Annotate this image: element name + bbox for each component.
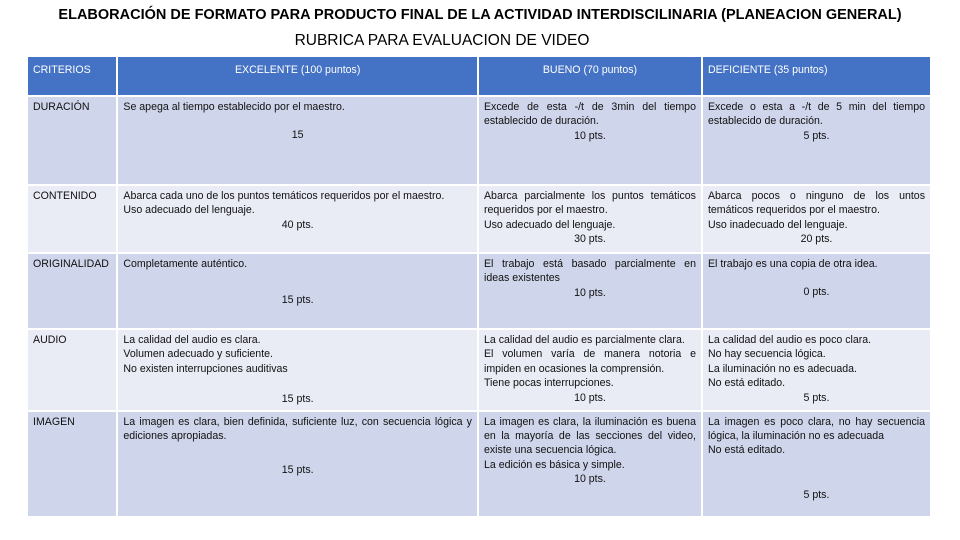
table-row xyxy=(28,186,930,252)
cell-text: La calidad del audio es poco clara. xyxy=(707,334,872,346)
document-title: ELABORACIÓN DE FORMATO PARA PRODUCTO FINAL DE LA ACTIVIDAD INTERDISCILINARIA (PLANEACION GENERAL) xyxy=(58,7,902,23)
points-label: 10 pts. xyxy=(574,129,606,142)
criterion-cell: ORIGINALIDAD xyxy=(28,254,116,328)
cell-text: La calidad del audio es parcialmente clara. xyxy=(483,334,685,346)
deficiente-cell xyxy=(703,330,930,410)
excelente-cell xyxy=(118,330,477,410)
cell-text: Abarca parcialmente los puntos temáticos requeridos por el maestro. xyxy=(483,190,696,217)
bueno-cell xyxy=(479,186,701,252)
deficiente-cell xyxy=(703,254,930,328)
table-row xyxy=(28,97,930,184)
excelente-cell xyxy=(118,186,477,252)
criterion-cell: IMAGEN xyxy=(28,412,116,516)
criterion-cell: AUDIO xyxy=(28,330,116,410)
points-label: 10 pts. xyxy=(574,391,606,404)
points-label: 15 pts. xyxy=(281,294,314,307)
column-header-bueno: BUENO (70 puntos) xyxy=(479,57,701,95)
excelente-cell xyxy=(118,412,477,516)
document-subtitle: RUBRICA PARA EVALUACION DE VIDEO xyxy=(294,32,590,49)
cell-text: La imagen es clara, bien definida, suficiente luz, con secuencia lógica y ediciones apropiadas. xyxy=(123,415,472,443)
cell-text: La iluminación no es adecuada. xyxy=(707,362,857,375)
deficiente-cell xyxy=(703,97,930,184)
points-label: 5 pts. xyxy=(803,391,830,404)
bueno-cell xyxy=(479,412,701,516)
deficiente-cell xyxy=(703,186,930,252)
excelente-cell xyxy=(118,254,477,328)
points-label: 10 pts. xyxy=(574,473,606,486)
cell-text: Uso adecuado del lenguaje. xyxy=(123,204,255,217)
points-label: 15 pts. xyxy=(281,393,314,406)
table-row xyxy=(28,330,930,410)
deficiente-cell xyxy=(703,412,930,516)
excelente-cell xyxy=(118,97,477,184)
header-row xyxy=(28,57,930,95)
cell-text: El trabajo es una copia de otra idea. xyxy=(707,258,878,270)
cell-text: Volumen adecuado y suficiente. xyxy=(123,348,273,361)
cell-text: Abarca cada uno de los puntos temáticos requeridos por el maestro. xyxy=(123,190,445,202)
cell-text: Se apega al tiempo establecido por el maestro. xyxy=(123,101,345,113)
column-header-deficiente: DEFICIENTE (35 puntos) xyxy=(703,57,930,95)
cell-text: Uso adecuado del lenguaje. xyxy=(483,218,616,231)
cell-text: No existen interrupciones auditivas xyxy=(123,362,288,375)
table-row xyxy=(28,412,930,516)
cell-text: No hay secuencia lógica. xyxy=(707,348,826,361)
cell-text: Tiene pocas interrupciones. xyxy=(483,377,614,390)
cell-text: No está editado. xyxy=(707,444,786,457)
points-label: 20 pts. xyxy=(800,233,833,246)
cell-text: Excede de esta -/t de 3min del tiempo establecido de duración. xyxy=(483,101,696,128)
cell-text: No está editado. xyxy=(707,377,786,390)
points-label: 30 pts. xyxy=(574,233,606,246)
cell-text: La imagen es clara, la iluminación es buena en la mayoría de las secciones del video, existe una secuencia lógica. xyxy=(483,415,696,457)
rubric-table xyxy=(26,55,932,518)
criterion-cell: DURACIÓN xyxy=(28,97,116,184)
points-label: 40 pts. xyxy=(281,218,314,231)
column-header-excelente: EXCELENTE (100 puntos) xyxy=(118,57,477,95)
points-label: 15 xyxy=(291,129,304,142)
cell-text: La calidad del audio es clara. xyxy=(123,334,261,346)
points-label: 5 pts. xyxy=(803,488,830,501)
table-row xyxy=(28,254,930,328)
bueno-cell xyxy=(479,97,701,184)
bueno-cell xyxy=(479,254,701,328)
criterion-cell: CONTENIDO xyxy=(28,186,116,252)
points-label: 0 pts. xyxy=(803,286,830,299)
cell-text: Uso inadecuado del lenguaje. xyxy=(707,218,848,231)
cell-text: La edición es básica y simple. xyxy=(483,458,625,471)
cell-text: El volumen varía de manera notoria e impiden en ocasiones la comprensión. xyxy=(483,348,696,375)
cell-text: Completamente auténtico. xyxy=(123,258,248,270)
cell-text: La imagen es poco clara, no hay secuencia lógica, la iluminación no es adecuada xyxy=(707,415,925,443)
points-label: 15 pts. xyxy=(281,464,314,477)
cell-text: El trabajo está basado parcialmente en ideas existentes xyxy=(483,258,696,285)
bueno-cell xyxy=(479,330,701,410)
column-header-criterios: CRITERIOS xyxy=(28,57,116,95)
cell-text: Abarca pocos o ninguno de los untos temáticos requeridos por el maestro. xyxy=(707,190,925,217)
points-label: 5 pts. xyxy=(803,129,830,142)
points-label: 10 pts. xyxy=(574,286,606,299)
cell-text: Excede o esta a -/t de 5 min del tiempo establecido de duración. xyxy=(707,101,925,128)
